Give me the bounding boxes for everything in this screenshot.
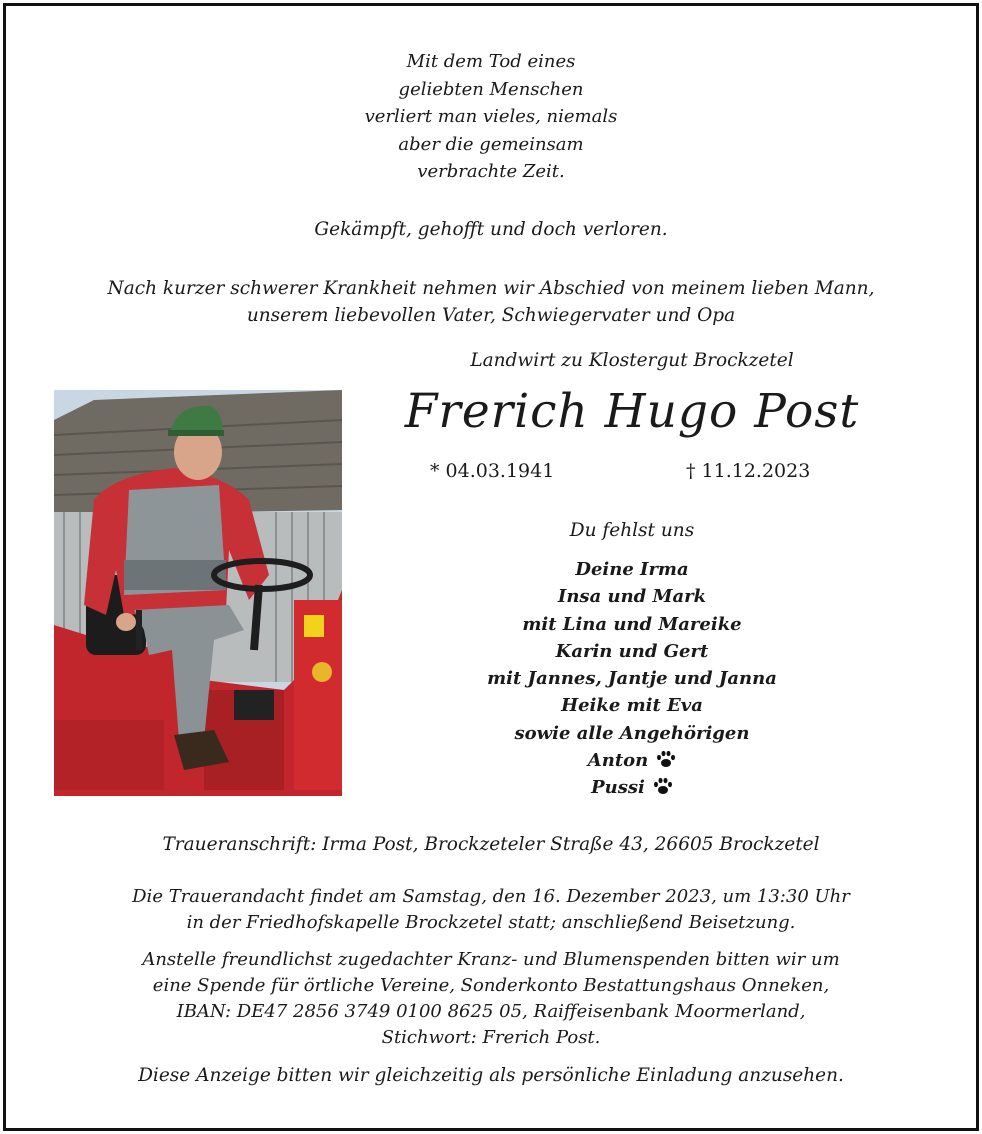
family-member: sowie alle Angehörigen [514, 722, 750, 744]
occupation: Landwirt zu Klostergut Brockzetel [470, 350, 794, 371]
service-info [0, 884, 982, 936]
pet-name: Anton [587, 750, 649, 772]
paw-icon [656, 749, 676, 767]
pet-name: Pussi [591, 777, 645, 799]
donation-info [0, 947, 982, 1051]
motto: Gekämpft, gehofft und doch verloren. [314, 219, 668, 240]
poem-line: verbrachte Zeit. [417, 161, 565, 182]
poem-line: verliert man vieles, niemals [364, 106, 618, 127]
death-date: † 11.12.2023 [686, 460, 811, 482]
donation-line: eine Spende für örtliche Vereine, Sonderkonto Bestattungshaus Onneken, [152, 975, 830, 996]
donation-line: Anstelle freundlichst zugedachter Kranz- und Blumenspenden bitten wir um [142, 949, 840, 970]
poem [0, 48, 982, 186]
family-member: Karin und Gert [555, 640, 709, 662]
intro-line: Nach kurzer schwerer Krankheit nehmen wir Abschied von meinem lieben Mann, [107, 278, 875, 299]
deceased-name: Frerich Hugo Post [404, 384, 860, 439]
paw-icon [653, 776, 673, 794]
service-line: Die Trauerandacht findet am Samstag, den 16. Dezember 2023, um 13:30 Uhr [132, 886, 850, 907]
family-pet [342, 774, 922, 801]
family-member: mit Jannes, Jantje und Janna [487, 668, 777, 690]
family-member: mit Lina und Mareike [522, 613, 742, 635]
poem-line: geliebten Menschen [398, 78, 584, 100]
family-pet [342, 747, 922, 774]
poem-line: Mit dem Tod eines [406, 51, 576, 72]
service-line: in der Friedhofskapelle Brockzetel statt; anschließend Beisetzung. [186, 912, 796, 933]
family-member: Deine Irma [575, 559, 689, 580]
closing-note: Diese Anzeige bitten wir gleichzeitig als persönliche Einladung anzusehen. [138, 1065, 844, 1086]
miss-you-line: Du fehlst uns [569, 520, 695, 541]
family-member: Insa und Mark [557, 586, 707, 608]
donation-line: IBAN: DE47 2856 3749 0100 8625 05, Raiffeisenbank Moormerland, [176, 1001, 806, 1022]
mourning-address: Traueranschrift: Irma Post, Brockzeteler Straße 43, 26605 Brockzetel [162, 834, 820, 855]
family-member: Heike mit Eva [561, 695, 703, 717]
donation-line: Stichwort: Frerich Post. [381, 1027, 601, 1048]
birth-date: * 04.03.1941 [430, 460, 555, 482]
portrait-photo [54, 390, 342, 796]
poem-line: aber die gemeinsam [398, 133, 584, 155]
family-list [342, 556, 922, 802]
intro-line: unserem liebevollen Vater, Schwiegervater und Opa [246, 305, 736, 326]
